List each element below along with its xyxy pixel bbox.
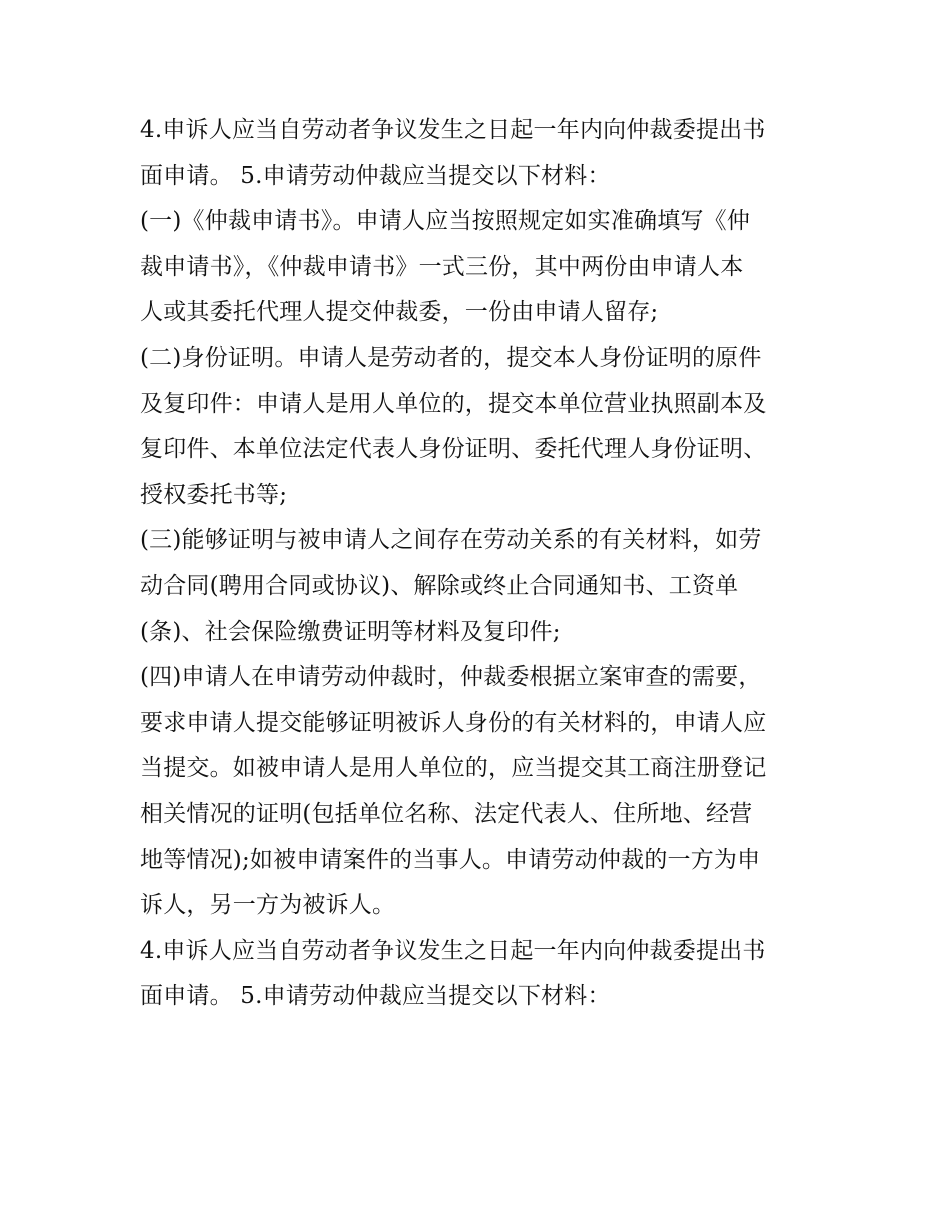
text-line-15: 当提交。如被申请人是用人单位的，应当提交其工商注册登记 [140, 755, 767, 782]
text-line-12: (条)、社会保险缴费证明等材料及复印件; [140, 618, 561, 645]
text-line-2: 面申请。 5.申请劳动仲裁应当提交以下材料： [140, 162, 611, 189]
text-line-6: (二)身份证明。申请人是劳动者的，提交本人身份证明的原件 [140, 344, 762, 371]
text-line-4: 裁申请书》，《仲裁申请书》一式三份，其中两份由申请人本 [140, 253, 744, 280]
text-line-17: 地等情况);如被申请案件的当事人。申请劳动仲裁的一方为申 [140, 846, 761, 873]
text-line-11: 动合同(聘用合同或协议)、解除或终止合同通知书、工资单 [140, 572, 739, 599]
text-line-7: 及复印件：申请人是用人单位的，提交本单位营业执照副本及 [140, 390, 767, 417]
text-line-8: 复印件、本单位法定代表人身份证明、委托代理人身份证明、 [140, 436, 767, 463]
text-line-10: (三)能够证明与被申请人之间存在劳动关系的有关材料，如劳 [140, 527, 762, 554]
text-line-19: 4.申诉人应当自劳动者争议发生之日起一年内向仲裁委提出书 [140, 937, 766, 964]
text-line-18: 诉人，另一方为被诉人。 [140, 892, 396, 919]
text-line-13: (四)申请人在申请劳动仲裁时，仲裁委根据立案审查的需要， [140, 664, 762, 691]
text-line-9: 授权委托书等; [140, 481, 288, 508]
text-line-3: (一)《仲裁申请书》。申请人应当按照规定如实准确填写《仲 [140, 208, 751, 235]
text-line-14: 要求申请人提交能够证明被诉人身份的有关材料的，申请人应 [140, 709, 767, 736]
text-line-5: 人或其委托代理人提交仲裁委，一份由申请人留存; [140, 299, 659, 326]
text-line-1: 4.申诉人应当自劳动者争议发生之日起一年内向仲裁委提出书 [140, 117, 766, 143]
text-line-20: 面申请。 5.申请劳动仲裁应当提交以下材料： [140, 983, 611, 1010]
document-body [140, 108, 812, 1020]
text-line-16: 相关情况的证明(包括单位名称、法定代表人、住所地、经营 [140, 800, 753, 827]
